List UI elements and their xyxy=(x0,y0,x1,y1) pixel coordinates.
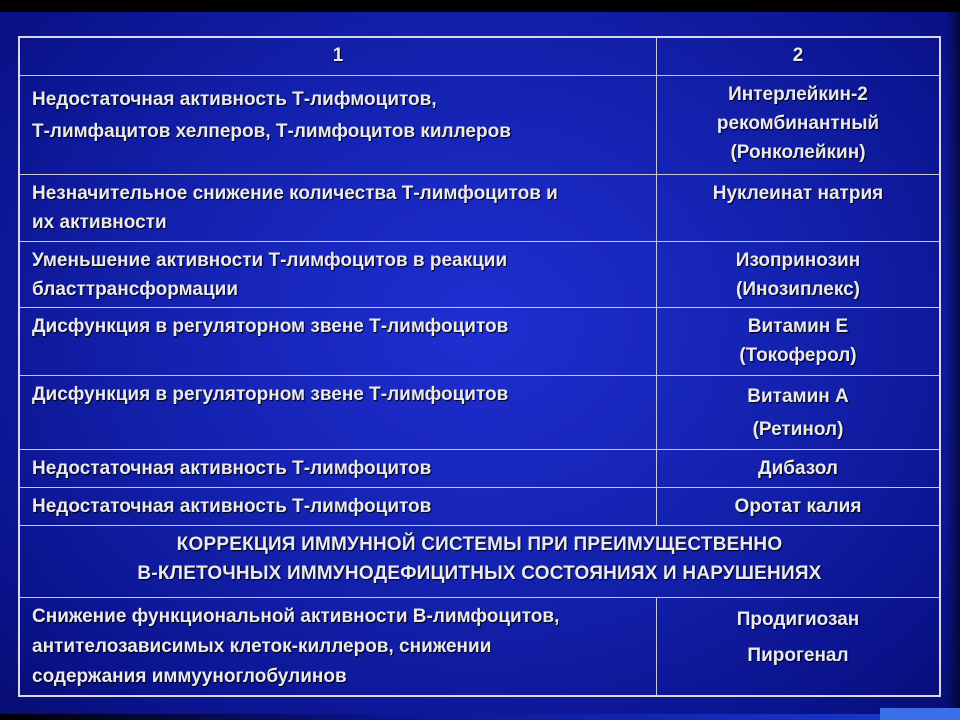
header-col-2: 2 xyxy=(657,37,941,75)
row-2-condition-line-1: Незначительное снижение количества Т-лимфоцитов и xyxy=(32,183,558,205)
table-row xyxy=(19,175,940,241)
row-1-drug-line-3: (Ронколейкин) xyxy=(730,141,866,163)
row-8-condition xyxy=(19,597,657,696)
therapy-table xyxy=(18,36,941,697)
row-5-drug xyxy=(657,375,941,449)
bottom-accent xyxy=(880,708,960,720)
table-row xyxy=(19,241,940,307)
row-2-drug xyxy=(657,175,941,241)
table-row xyxy=(19,75,940,175)
section-title xyxy=(19,526,940,597)
row-8-drug-line-1: Продигиозан xyxy=(736,608,860,630)
row-6-condition xyxy=(19,449,657,487)
row-6-drug xyxy=(657,449,941,487)
row-3-drug xyxy=(657,241,941,307)
table-row xyxy=(19,597,940,696)
row-1-drug-line-2: рекомбинантный xyxy=(716,112,880,134)
row-3-condition xyxy=(19,241,657,307)
row-1-condition-line-1: Недостаточная активность Т-лифмоцитов, xyxy=(32,88,437,110)
table-row xyxy=(19,308,940,375)
row-7-drug-line-1: Оротат калия xyxy=(734,496,862,518)
row-8-drug-line-2: Пирогенал xyxy=(747,644,849,666)
section-header-row xyxy=(19,526,940,597)
table-row xyxy=(19,375,940,449)
row-7-condition-line-1: Недостаточная активность Т-лимфоцитов xyxy=(32,496,432,518)
row-5-drug-line-2: (Ретинол) xyxy=(752,418,844,440)
row-7-drug xyxy=(657,488,941,526)
top-dark-band xyxy=(0,0,960,12)
row-3-condition-line-1: Уменьшение активности Т-лимфоцитов в реакции xyxy=(32,249,508,271)
row-3-drug-line-1: Изопринозин xyxy=(735,249,861,271)
table-row xyxy=(19,449,940,487)
section-title-line-2: В-КЛЕТОЧНЫХ ИММУНОДЕФИЦИТНЫХ СОСТОЯНИЯХ И НАРУШЕНИЯХ xyxy=(137,563,822,585)
row-2-condition xyxy=(19,175,657,241)
row-1-drug xyxy=(657,75,941,175)
row-4-drug xyxy=(657,308,941,375)
row-1-condition xyxy=(19,75,657,175)
row-4-drug-line-1: Витамин Е xyxy=(747,316,849,338)
row-7-condition xyxy=(19,488,657,526)
row-2-condition-line-2: их активности xyxy=(32,212,167,234)
right-shadow xyxy=(946,0,960,720)
row-4-condition-line-1: Дисфункция в регуляторном звене Т-лимфоцитов xyxy=(32,316,509,338)
row-3-condition-line-2: бласттрансформации xyxy=(32,278,239,300)
bottom-band xyxy=(0,714,960,720)
row-6-condition-line-1: Недостаточная активность Т-лимфоцитов xyxy=(32,457,432,479)
row-1-drug-line-1: Интерлейкин-2 xyxy=(728,83,868,105)
table-row xyxy=(19,488,940,526)
row-6-drug-line-1: Дибазол xyxy=(758,457,838,479)
row-5-condition xyxy=(19,375,657,449)
row-4-drug-line-2: (Токоферол) xyxy=(739,345,857,367)
section-title-line-1: КОРРЕКЦИЯ ИММУННОЙ СИСТЕМЫ ПРИ ПРЕИМУЩЕСТВЕННО xyxy=(176,534,783,556)
row-8-drug xyxy=(657,597,941,696)
table-header-row xyxy=(19,37,940,75)
header-col-1: 1 xyxy=(19,37,657,75)
row-5-condition-line-1: Дисфункция в регуляторном звене Т-лимфоцитов xyxy=(32,383,509,405)
row-1-condition-line-2: Т-лимфацитов хелперов, Т-лимфоцитов киллеров xyxy=(32,120,511,142)
row-8-condition-line-2: антителозависимых клеток-киллеров, снижении xyxy=(32,635,492,657)
row-8-condition-line-3: содержания иммууноглобулинов xyxy=(32,665,347,687)
row-3-drug-line-2: (Инозиплекс) xyxy=(736,278,860,300)
row-2-drug-line-1: Нуклеинат натрия xyxy=(712,183,884,205)
row-4-condition xyxy=(19,308,657,375)
row-8-condition-line-1: Снижение функциональной активности В-лимфоцитов, xyxy=(32,605,560,627)
row-5-drug-line-1: Витамин А xyxy=(747,385,849,407)
